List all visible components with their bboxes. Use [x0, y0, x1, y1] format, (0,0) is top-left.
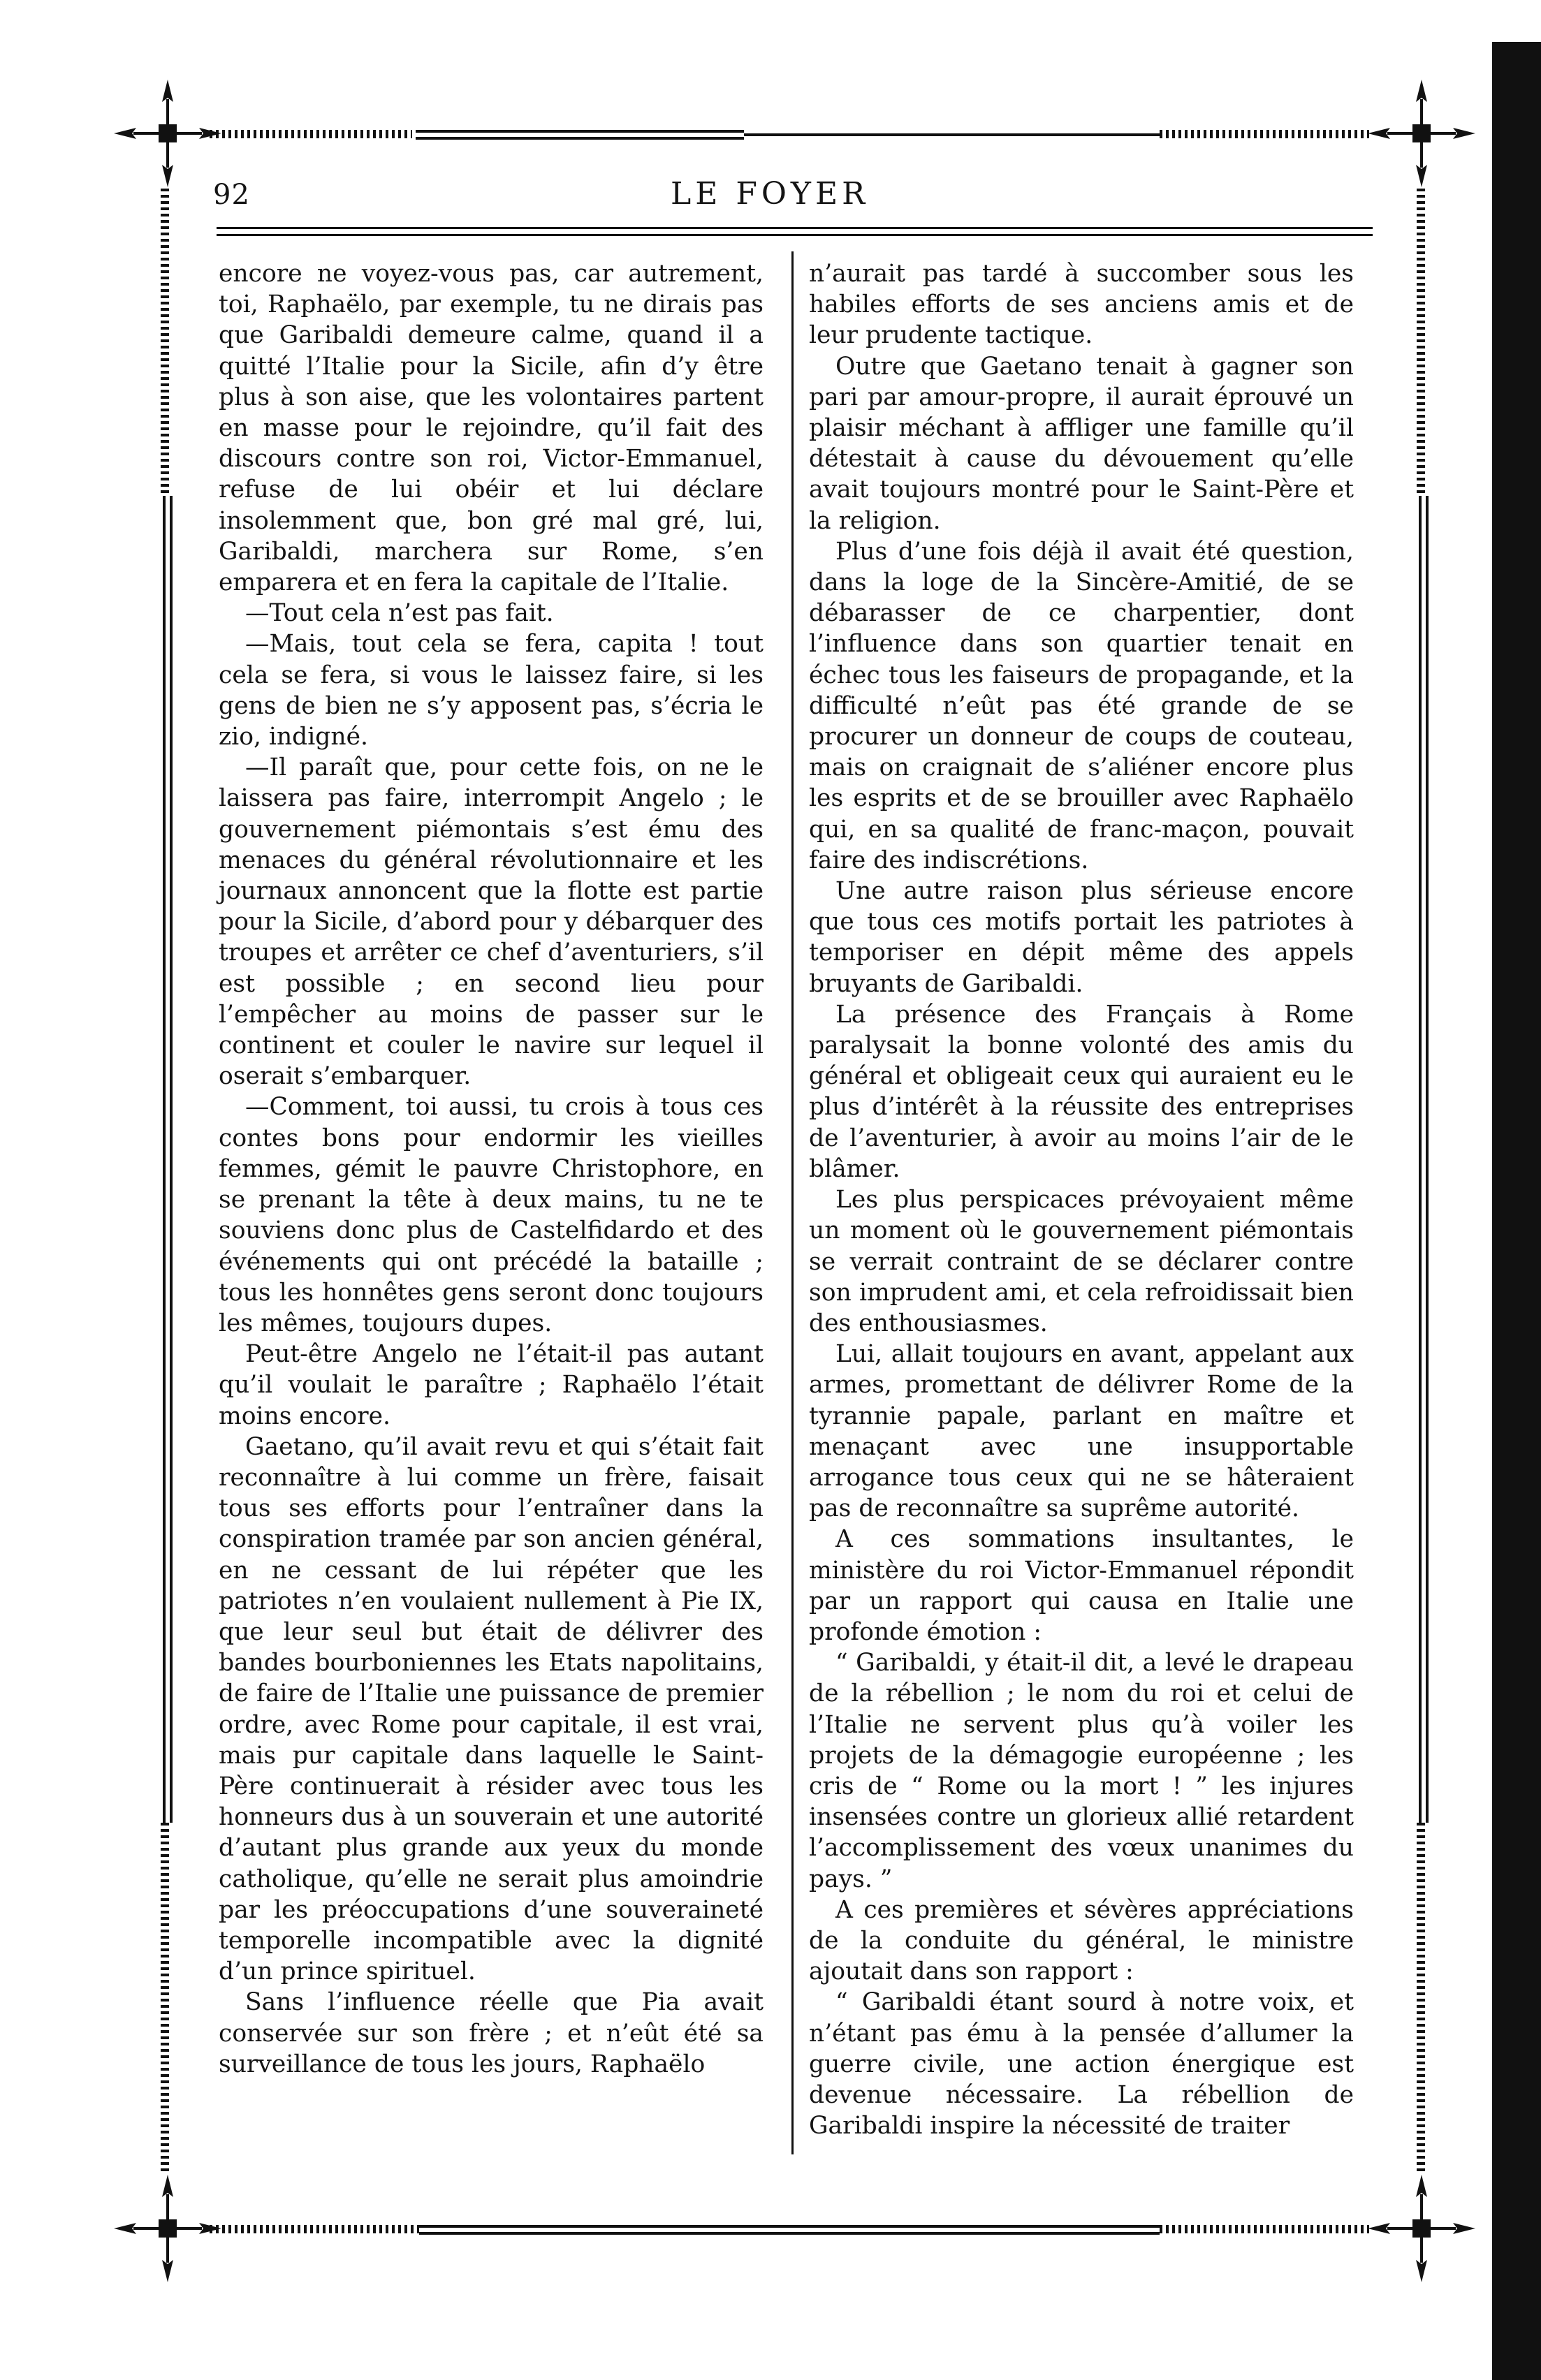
frame-hatch-bottom-left: [210, 2225, 419, 2233]
left-column: [219, 258, 764, 2080]
frame-line-top-a: [416, 130, 744, 133]
right-column: [809, 258, 1354, 2141]
frame-line-top-c: [744, 133, 1160, 136]
frame-line-right-b: [1426, 496, 1429, 1823]
frame-hatch-left-bottom: [161, 1823, 169, 2172]
paragraph: —Mais, tout cela se fera, capita ! tout cela se fera, si vous le laissez faire, si les gens de bien ne s’y apposent pas, s’écria le zio, indigné.: [219, 630, 764, 751]
frame-hatch-top-right: [1160, 130, 1369, 138]
paragraph: A ces premières et sévères appréciations de la conduite du général, le ministre ajoutait dans son rapport :: [809, 1895, 1354, 1986]
frame-hatch-bottom-right: [1160, 2225, 1369, 2233]
paragraph: Outre que Gaetano tenait à gagner son pari par amour-propre, il aurait éprouvé un plaisir méchant à affliger une famille qu’il détestait à cause du dévouement qu’elle avait toujours montré pour le Saint-Père et la religion.: [809, 352, 1354, 535]
paragraph: Une autre raison plus sérieuse encore que tous ces motifs portait les patriotes à temporiser en dépit même des appels bruyants de Garibaldi.: [809, 877, 1354, 998]
page-edge-shadow: [1492, 42, 1541, 2380]
paragraph: “ Garibaldi étant sourd à notre voix, et n’étant pas ému à la pensée d’allumer la guerre civile, une action énergique est devenue nécessaire. La rébellion de Garibaldi inspire la nécessité de traiter: [809, 1988, 1354, 2140]
paragraph: —Tout cela n’est pas fait.: [245, 599, 554, 628]
running-title: LE FOYER: [671, 176, 870, 212]
frame-line-left: [163, 496, 166, 1823]
frame-line-left-b: [170, 496, 173, 1823]
column-divider: [791, 251, 794, 2154]
paragraph: Gaetano, qu’il avait revu et qui s’était fait reconnaître à lui comme un frère, faisait tous ses efforts pour l’entraîner dans la conspiration tramée par son ancien général, en ne cessant de lui répéter que les patriotes n’en voulaient nullement à Pie IX, que leur seul but était de délivrer des bandes bourboniennes les Etats napolitains, de faire de l’Italie une puissance de premier ordre, avec Rome pour capitale, il est vrai, mais pur capitale dans laquelle le Saint-Père continuerait à résider avec tous les honneurs dus à un souverain et une autorité d’autant plus grande aux yeux du monde catholique, qu’elle ne serait plus amoindrie par les préoccupations d’une souveraineté temporelle incompatible avec la dignité d’un prince spirituel.: [219, 1432, 764, 1986]
paragraph: Sans l’influence réelle que Pia avait conservée sur son frère ; et n’eût été sa surveillance de tous les jours, Raphaëlo: [219, 1988, 764, 2078]
header-rule-bottom: [217, 234, 1373, 236]
corner-ornament-bottom-left: [108, 2169, 227, 2288]
paragraph: Peut-être Angelo ne l’était-il pas autant qu’il voulait le paraître ; Raphaëlo l’était moins encore.: [219, 1340, 764, 1430]
page-number: 92: [213, 179, 250, 211]
frame-line-bottom-a: [419, 2225, 1160, 2228]
paragraph: Lui, allait toujours en avant, appelant aux armes, promettant de délivrer Rome de la tyrannie papale, parlant en maître et menaçant avec une insupportable arrogance tous ceux qui ne se hâteraient pas de reconnaître sa suprême autorité.: [809, 1340, 1354, 1523]
paragraph: encore ne voyez-vous pas, car autrement, toi, Raphaëlo, par exemple, tu ne dirais pas que Garibaldi demeure calme, quand il a quitté l’Italie pour la Sicile, afin d’y être plus à son aise, que les volontaires partent en masse pour le rejoindre, qu’il fait des discours contre son roi, Victor-Emmanuel, refuse de lui obéir et lui déclare insolemment que, bon gré mal gré, lui, Garibaldi, marchera sur Rome, s’en emparera et en fera la capitale de l’Italie.: [219, 260, 764, 597]
paragraph: Plus d’une fois déjà il avait été question, dans la loge de la Sincère-Amitié, de se débarasser de ce charpentier, dont l’influence dans son quartier tenait en échec tous les faiseurs de propagande, et la difficulté n’eût pas été grande de se procurer un donneur de coups de couteau, mais on craignait de s’aliéner encore plus les esprits et de se brouiller avec Raphaëlo qui, en sa qualité de franc-maçon, pouvait faire des indiscrétions.: [809, 537, 1354, 874]
paragraph: —Comment, toi aussi, tu crois à tous ces contes bons pour endormir les vieilles femmes, gémit le pauvre Christophore, en se prenant la tête à deux mains, tu ne te souviens donc plus de Castelfidardo et des événements qui ont précédé la bataille ; tous les honnêtes gens seront donc toujours les mêmes, toujours dupes.: [219, 1093, 764, 1337]
corner-ornament-top-right: [1362, 74, 1481, 193]
frame-hatch-right-bottom: [1417, 1823, 1425, 2172]
paragraph: —Il paraît que, pour cette fois, on ne le laissera pas faire, interrompit Angelo ; le gouvernement piémontais s’est ému des menaces du général révolutionnaire et les journaux annoncent que la flotte est partie pour la Sicile, d’abord pour y débarquer des troupes et arrêter ce chef d’aventuriers, s’il est possible ; en second lieu pour l’empêcher au moins de passer sur le continent et couler le navire sur lequel il oserait s’embarquer.: [219, 754, 764, 1091]
frame-line-bottom-b: [419, 2232, 1160, 2235]
header-rule-top: [217, 227, 1373, 229]
paragraph: A ces sommations insultantes, le ministère du roi Victor-Emmanuel répondit par un rapport qui causa en Italie une profonde émotion :: [809, 1525, 1354, 1646]
corner-ornament-top-left: [108, 74, 227, 193]
corner-ornament-bottom-right: [1362, 2169, 1481, 2288]
frame-hatch-top-left: [210, 130, 412, 138]
frame-line-right: [1419, 496, 1422, 1823]
paragraph: n’aurait pas tardé à succomber sous les habiles efforts de ses anciens amis et de leur prudente tactique.: [809, 260, 1354, 350]
paragraph: “ Garibaldi, y était-il dit, a levé le drapeau de la rébellion ; le nom du roi et celui de l’Italie ne servent plus qu’à voiler les projets de la démagogie européenne ; les cris de “ Rome ou la mort ! ” les injures insensées contre un glorieux allié retardent l’accomplissement des vœux unanimes du pays. ”: [809, 1649, 1354, 1893]
frame-hatch-left-top: [161, 189, 169, 496]
frame-hatch-right-top: [1417, 189, 1425, 496]
frame-line-top-b: [416, 137, 744, 140]
paragraph: La présence des Français à Rome paralysait la bonne volonté des amis du général et obligeait ceux qui auraient eu le plus d’intérêt à la réussite des entreprises de l’aventurier, à avoir au moins l’air de le blâmer.: [809, 1000, 1354, 1183]
paragraph: Les plus perspicaces prévoyaient même un moment où le gouvernement piémontais se verrait contraint de se déclarer contre son imprudent ami, et cela refroidissait bien des enthousiasmes.: [809, 1186, 1354, 1337]
